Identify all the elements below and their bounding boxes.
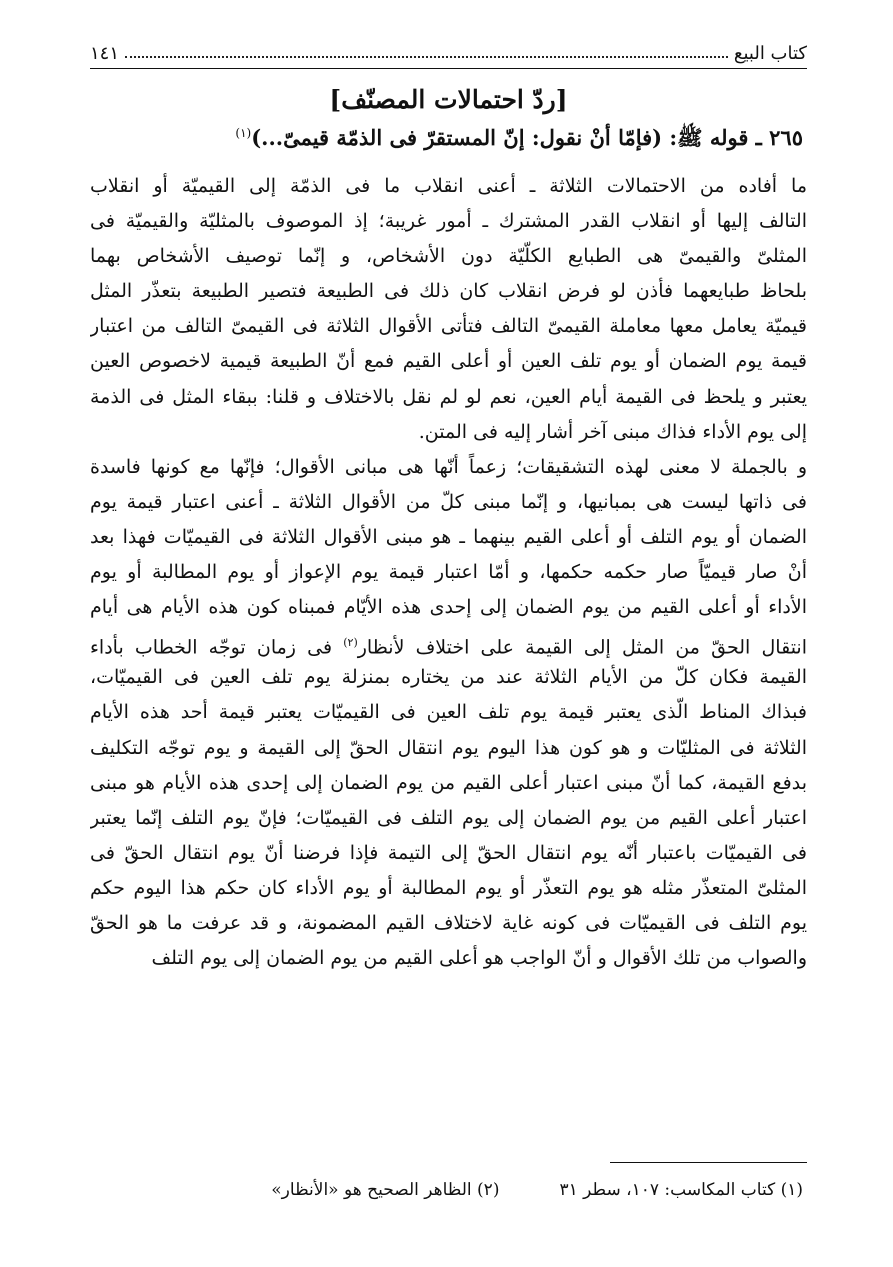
header-page-number: ١٤١ — [90, 43, 120, 64]
footnote-ref: (١) — [235, 126, 252, 140]
text-line: أنْ صار قيميّاً صار حكمه حكمها، و أمّا اعتبار قيمة يوم الإعواز أو يوم المطالبة أو يوم — [90, 561, 807, 584]
text-line: التالف إليها أو انقلاب القدر المشترك ـ أمور غريبة؛ إذ الموصوف بالمثليّة والقيميّة فى — [90, 210, 807, 233]
text-line: بدفع القيمة، كما أنّ مبنى اعتبار أعلى القيم من يوم الضمان إلى إحدى هذه الأيام هو مبنى — [90, 771, 807, 794]
text-line: القيمة فكان كلّ من الأيام الثلاثة عند من يختاره بمنزلة يوم تلف العين فى القيميّات، — [90, 666, 807, 689]
text-line: قيمة يوم الضمان أو يوم تلف العين أو أعلى القيم فمع أنّ الطبيعة قيمية لاخصوص العين — [90, 350, 807, 373]
text-line: فبذاك المناط الّذى يعتبر قيمة يوم تلف العين فى القيميّات يعتبر قيمة أحد هذه الأيام — [90, 701, 807, 724]
text-line: الضمان أو يوم التلف أو أعلى القيم بينهما ـ هو مبنى الأقوال الثلاثة فى القيميّات فهذا بعد — [90, 525, 807, 548]
text-line: إلى يوم الأداء فذاك مبنى آخر أشار إليه فى المتن. — [418, 420, 807, 443]
text-line: المثلىّ المتعذّر مثله هو يوم التعذّر أو يوم المطالبة أو يوم الأداء كان حكم هذا اليوم حكم — [90, 876, 807, 899]
footnote-rule — [610, 1162, 807, 1163]
footnote-ref: (٢) — [343, 636, 358, 650]
text-line — [90, 625, 807, 660]
header-book-title: كتاب البيع — [733, 43, 807, 64]
text-line: فى القيميّات باعتبار أنّه يوم انتقال الحقّ إلى التيمة فإذا فرضنا أنّ يوم انتقال الحقّ فى — [90, 841, 807, 864]
text-line: الأداء أو أعلى القيم من يوم الضمان إلى إحدى هذه الأيّام فمبناه كون هذه الأيام هى أيام — [90, 596, 807, 619]
text-line: يعتبر و يلحظ فى القيمة أيام العين، نعم لو لم نقل بالاختلاف و قلنا: ببقاء المثل فى الذمة — [90, 385, 807, 408]
headline-text: ٢٦٥ ـ قوله ﷺ: (فإمّا أنْ نقول: إنّ المستقرّ فى الذمّة قيمىّ...) — [251, 125, 803, 150]
headline — [86, 125, 803, 156]
text-line: قيميّة يعامل معها معاملة القيمىّ التالف فتأتى الأقوال الثلاثة فى القيمىّ التالف من اعتبار — [90, 315, 807, 338]
text-run: فى زمان توجّه الخطاب بأداء — [90, 636, 344, 659]
footnote-2: (٢) الظاهر الصحيح هو «الأنظار» — [271, 1180, 500, 1200]
running-header — [90, 34, 807, 64]
text-line: ما أفاده من الاحتمالات الثلاثة ـ أعنى انقلاب ما فى الذمّة إلى القيميّة أو انقلاب — [90, 175, 807, 197]
text-line: بلحاظ طبايعهما فأذن لو فرض انقلاب كان ذلك فى الطبيعة فتصير الطبيعة بتعذّر المثل — [90, 280, 807, 303]
footnote-1: (١) كتاب المكاسب: ١٠٧، سطر ٣١ — [559, 1180, 803, 1200]
text-line: اعتبار أعلى القيم من يوم الضمان إلى يوم التلف فى القيميّات؛ فإنّ يوم التلف إنّما يعتبر — [90, 806, 807, 829]
header-dot-leader — [125, 55, 728, 58]
text-line: و بالجملة لا معنى لهذه التشقيقات؛ زعماً أنّها هى مبانى الأقوال؛ فإنّها مع كونها فاسدة — [90, 455, 807, 478]
body-text — [90, 169, 807, 976]
section-title: [ردّ احتمالات المصنّف] — [329, 85, 568, 114]
text-run: انتقال الحقّ من المثل إلى القيمة على اختلاف لأنظار — [357, 636, 807, 659]
footnotes — [86, 1180, 803, 1200]
text-line: يوم التلف فى القيميّات فى كونه غاية لاختلاف القيم المضمونة، و قد عرفت ما هو الحقّ — [90, 911, 807, 934]
text-line: الثلاثة فى المثليّات و هو كون هذا اليوم يوم انتقال الحقّ إلى القيمة و يوم توجّه التكليف — [90, 736, 807, 759]
text-line: والصواب من تلك الأقوال و أنّ الواجب هو أعلى القيم من يوم الضمان إلى يوم التلف — [151, 947, 807, 970]
header-rule — [90, 68, 807, 69]
text-line: المثلىّ والقيمىّ هى الطبايع الكلّيّة دون الأشخاص، و إنّما توصيف الأشخاص بهما — [90, 245, 807, 268]
text-line: فى ذاتها ليست هى بمبانيها، و إنّما مبنى كلّ من الأقوال الثلاثة ـ أعنى اعتبار قيمة يوم — [90, 490, 807, 513]
